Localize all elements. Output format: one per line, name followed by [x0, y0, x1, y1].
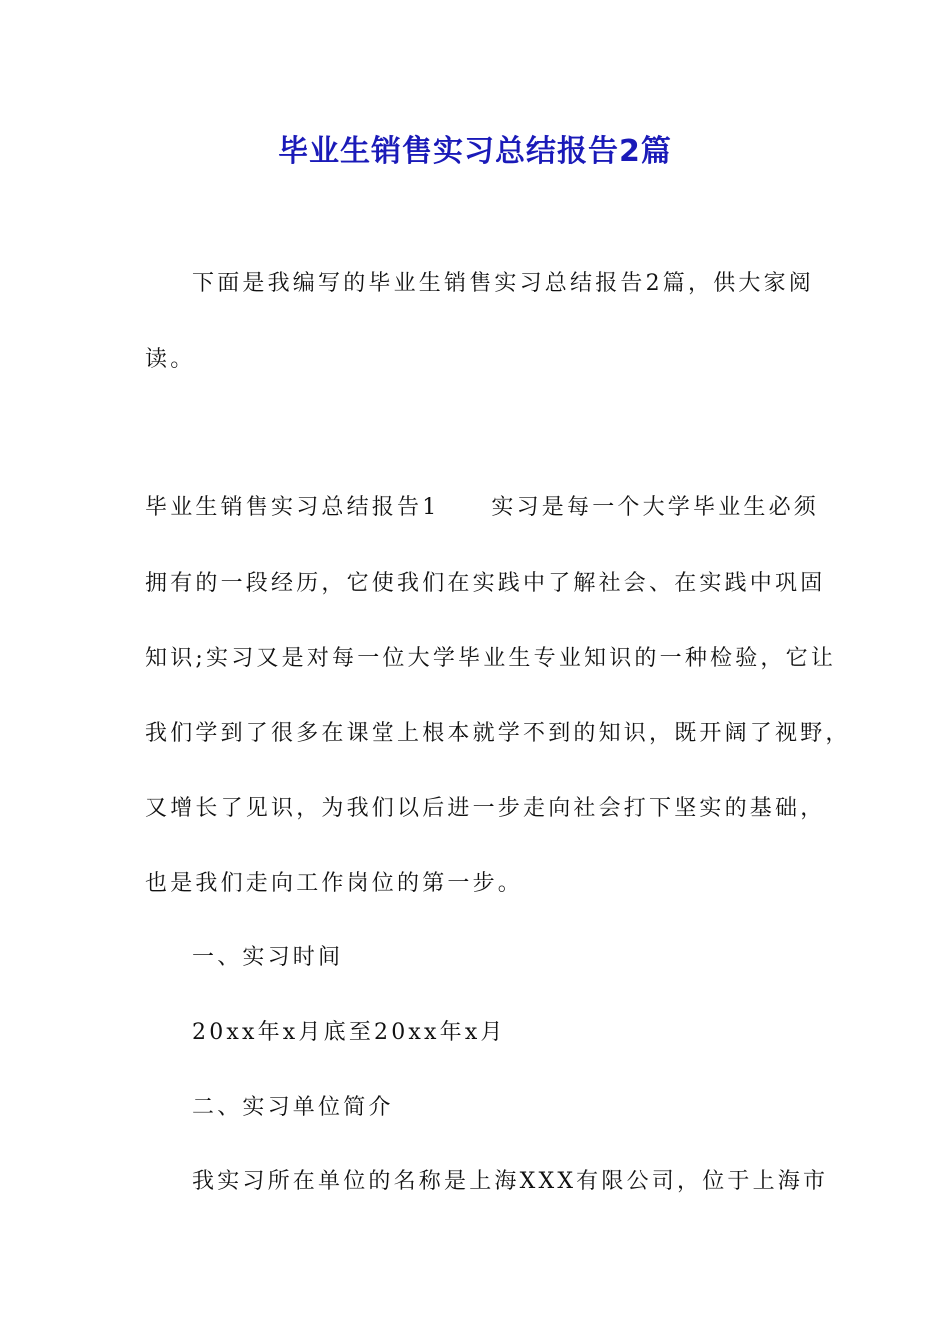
report1-heading: 毕业生销售实习总结报告1	[145, 495, 440, 520]
section2-heading: 二、实习单位简介	[192, 1095, 394, 1120]
section2-content-line-1: 我实习所在单位的名称是上海XXX有限公司，位于上海市	[192, 1169, 829, 1194]
report1-line1-text: 实习是每一个大学毕业生必须	[491, 495, 820, 520]
report1-first-line	[145, 492, 819, 524]
report1-line-6: 也是我们走向工作岗位的第一步。	[145, 871, 524, 896]
report1-line-3: 知识;实习又是对每一位大学毕业生专业知识的一种检验，它让	[145, 646, 837, 671]
intro-line-1: 下面是我编写的毕业生销售实习总结报告2篇，供大家阅	[192, 271, 814, 296]
report1-line-5: 又增长了见识，为我们以后进一步走向社会打下坚实的基础，	[145, 796, 826, 821]
report1-line-4: 我们学到了很多在课堂上根本就学不到的知识，既开阔了视野，	[145, 721, 851, 746]
intro-line-2: 读。	[145, 347, 196, 372]
section1-heading: 一、实习时间	[192, 945, 344, 970]
section1-content: 20xx年x月底至20xx年x月	[192, 1020, 506, 1045]
document-title: 毕业生销售实习总结报告2篇	[278, 134, 672, 169]
report1-line-2: 拥有的一段经历，它使我们在实践中了解社会、在实践中巩固	[145, 571, 826, 596]
